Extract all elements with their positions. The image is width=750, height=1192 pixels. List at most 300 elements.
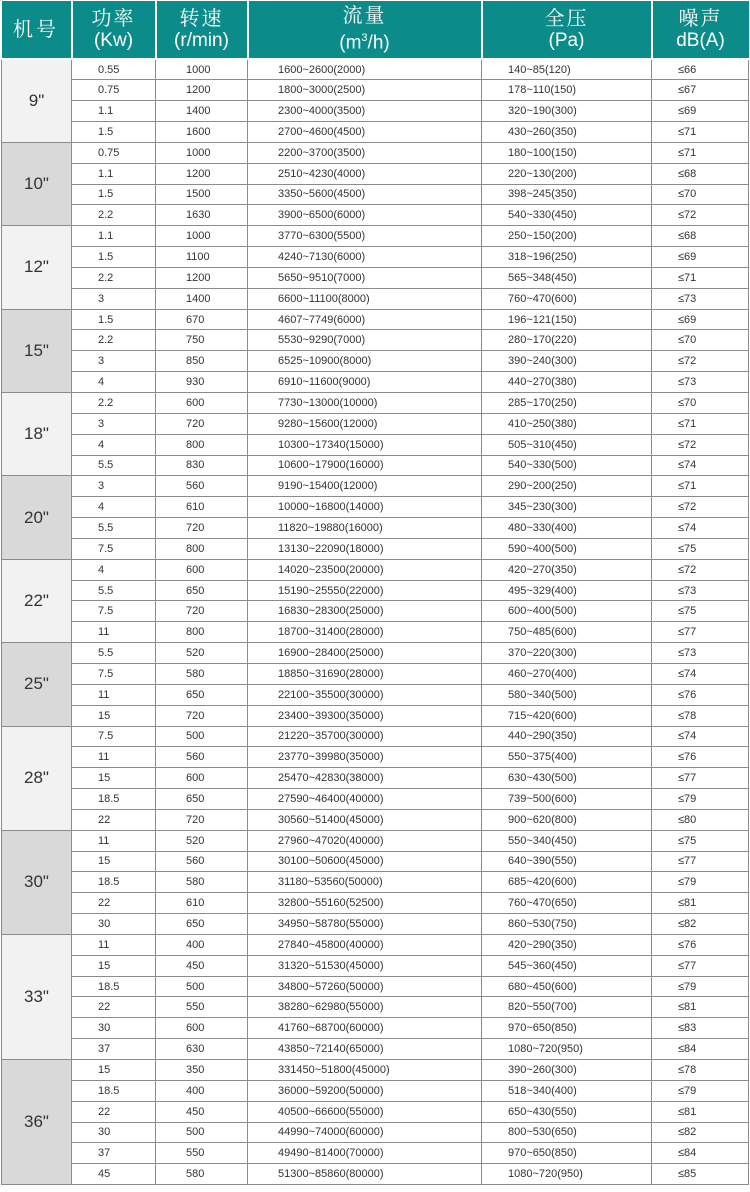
noise-cell: ≤73 <box>652 372 749 393</box>
pressure-cell: 440~290(350) <box>482 726 652 747</box>
rpm-cell: 550 <box>156 997 248 1018</box>
rpm-cell: 720 <box>156 601 248 622</box>
rpm-cell: 800 <box>156 434 248 455</box>
table-row <box>2 851 749 872</box>
rpm-cell: 580 <box>156 1164 248 1185</box>
power-cell: 7.5 <box>72 726 156 747</box>
pressure-cell: 630~430(500) <box>482 768 652 789</box>
flow-cell: 34950~58780(55000) <box>248 914 482 935</box>
table-row <box>2 976 749 997</box>
pressure-cell: 650~430(550) <box>482 1101 652 1122</box>
noise-cell: ≤69 <box>652 101 749 122</box>
flow-cell: 41760~68700(60000) <box>248 1018 482 1039</box>
rpm-cell: 500 <box>156 1122 248 1143</box>
noise-cell: ≤74 <box>652 726 749 747</box>
rpm-cell: 930 <box>156 372 248 393</box>
table-row <box>2 288 749 309</box>
header-flow-unit-sup: 3 <box>361 31 368 44</box>
noise-cell: ≤74 <box>652 663 749 684</box>
power-cell: 45 <box>72 1164 156 1185</box>
pressure-cell: 495~329(400) <box>482 580 652 601</box>
rpm-cell: 1100 <box>156 247 248 268</box>
table-row <box>2 1101 749 1122</box>
power-cell: 30 <box>72 1018 156 1039</box>
pressure-cell: 518~340(400) <box>482 1080 652 1101</box>
rpm-cell: 1500 <box>156 184 248 205</box>
power-cell: 22 <box>72 1101 156 1122</box>
flow-cell: 331450~51800(45000) <box>248 1060 482 1081</box>
flow-cell: 3770~6300(5500) <box>248 226 482 247</box>
table-row <box>2 934 749 955</box>
table-row <box>2 559 749 580</box>
power-cell: 2.2 <box>72 330 156 351</box>
flow-cell: 3900~6500(6000) <box>248 205 482 226</box>
rpm-cell: 750 <box>156 330 248 351</box>
table-row <box>2 309 749 330</box>
header-power <box>72 1 156 59</box>
flow-cell: 14020~23500(20000) <box>248 559 482 580</box>
rpm-cell: 720 <box>156 413 248 434</box>
flow-cell: 31320~51530(45000) <box>248 955 482 976</box>
pressure-cell: 440~270(380) <box>482 372 652 393</box>
power-cell: 18.5 <box>72 976 156 997</box>
rpm-cell: 1000 <box>156 142 248 163</box>
noise-cell: ≤78 <box>652 705 749 726</box>
pressure-cell: 430~260(350) <box>482 122 652 143</box>
model-cell: 22" <box>2 559 72 642</box>
table-row <box>2 726 749 747</box>
power-cell: 1.5 <box>72 247 156 268</box>
rpm-cell: 610 <box>156 893 248 914</box>
flow-cell: 9280~15600(12000) <box>248 413 482 434</box>
table-row <box>2 643 749 664</box>
flow-cell: 44990~74000(60000) <box>248 1122 482 1143</box>
rpm-cell: 1400 <box>156 101 248 122</box>
power-cell: 0.75 <box>72 142 156 163</box>
table-row <box>2 80 749 101</box>
power-cell: 18.5 <box>72 1080 156 1101</box>
flow-cell: 10000~16800(14000) <box>248 497 482 518</box>
power-cell: 15 <box>72 955 156 976</box>
table-row <box>2 955 749 976</box>
rpm-cell: 800 <box>156 622 248 643</box>
table-row <box>2 226 749 247</box>
table-row <box>2 580 749 601</box>
rpm-cell: 630 <box>156 1039 248 1060</box>
flow-cell: 6525~10900(8000) <box>248 351 482 372</box>
noise-cell: ≤70 <box>652 393 749 414</box>
rpm-cell: 520 <box>156 643 248 664</box>
rpm-cell: 1400 <box>156 288 248 309</box>
noise-cell: ≤79 <box>652 872 749 893</box>
noise-cell: ≤79 <box>652 789 749 810</box>
table-row <box>2 1060 749 1081</box>
rpm-cell: 600 <box>156 768 248 789</box>
rpm-cell: 600 <box>156 393 248 414</box>
pressure-cell: 760~470(600) <box>482 288 652 309</box>
table-row <box>2 122 749 143</box>
flow-cell: 7730~13000(10000) <box>248 393 482 414</box>
noise-cell: ≤77 <box>652 768 749 789</box>
power-cell: 15 <box>72 768 156 789</box>
rpm-cell: 1600 <box>156 122 248 143</box>
table-header <box>2 1 749 59</box>
table-row <box>2 684 749 705</box>
rpm-cell: 650 <box>156 914 248 935</box>
header-noise <box>652 1 749 59</box>
pressure-cell: 290~200(250) <box>482 476 652 497</box>
power-cell: 2.2 <box>72 393 156 414</box>
power-cell: 15 <box>72 851 156 872</box>
power-cell: 3 <box>72 351 156 372</box>
noise-cell: ≤72 <box>652 351 749 372</box>
power-cell: 4 <box>72 559 156 580</box>
power-cell: 18.5 <box>72 789 156 810</box>
pressure-cell: 680~450(600) <box>482 976 652 997</box>
noise-cell: ≤66 <box>652 59 749 80</box>
noise-cell: ≤78 <box>652 1060 749 1081</box>
rpm-cell: 350 <box>156 1060 248 1081</box>
power-cell: 4 <box>72 434 156 455</box>
pressure-cell: 600~400(500) <box>482 601 652 622</box>
power-cell: 5.5 <box>72 580 156 601</box>
flow-cell: 16830~28300(25000) <box>248 601 482 622</box>
flow-cell: 23770~39980(35000) <box>248 747 482 768</box>
power-cell: 1.1 <box>72 226 156 247</box>
pressure-cell: 398~245(350) <box>482 184 652 205</box>
rpm-cell: 560 <box>156 851 248 872</box>
noise-cell: ≤73 <box>652 288 749 309</box>
flow-cell: 6600~11100(8000) <box>248 288 482 309</box>
noise-cell: ≤71 <box>652 122 749 143</box>
rpm-cell: 580 <box>156 663 248 684</box>
noise-cell: ≤68 <box>652 226 749 247</box>
noise-cell: ≤72 <box>652 205 749 226</box>
table-row <box>2 789 749 810</box>
header-rpm-unit: (r/min) <box>174 29 229 51</box>
table-row <box>2 267 749 288</box>
flow-cell: 6910~11600(9000) <box>248 372 482 393</box>
rpm-cell: 400 <box>156 1080 248 1101</box>
table-row <box>2 1164 749 1185</box>
pressure-cell: 250~150(200) <box>482 226 652 247</box>
pressure-cell: 540~330(500) <box>482 455 652 476</box>
table-row <box>2 497 749 518</box>
pressure-cell: 480~330(400) <box>482 518 652 539</box>
flow-cell: 51300~85860(80000) <box>248 1164 482 1185</box>
power-cell: 22 <box>72 893 156 914</box>
table-row <box>2 351 749 372</box>
pressure-cell: 220~130(200) <box>482 163 652 184</box>
power-cell: 1.5 <box>72 309 156 330</box>
table-row <box>2 538 749 559</box>
pressure-cell: 900~620(800) <box>482 809 652 830</box>
table-row <box>2 101 749 122</box>
power-cell: 37 <box>72 1143 156 1164</box>
flow-cell: 27960~47020(40000) <box>248 830 482 851</box>
power-cell: 3 <box>72 288 156 309</box>
noise-cell: ≤74 <box>652 455 749 476</box>
pressure-cell: 760~470(650) <box>482 893 652 914</box>
flow-cell: 2200~3700(3500) <box>248 142 482 163</box>
noise-cell: ≤80 <box>652 809 749 830</box>
table-body <box>2 59 749 1185</box>
power-cell: 5.5 <box>72 518 156 539</box>
noise-cell: ≤67 <box>652 80 749 101</box>
power-cell: 1.1 <box>72 101 156 122</box>
pressure-cell: 320~190(300) <box>482 101 652 122</box>
noise-cell: ≤81 <box>652 1101 749 1122</box>
flow-cell: 40500~66600(55000) <box>248 1101 482 1122</box>
flow-cell: 2300~4000(3500) <box>248 101 482 122</box>
flow-cell: 23400~39300(35000) <box>248 705 482 726</box>
rpm-cell: 500 <box>156 976 248 997</box>
rpm-cell: 560 <box>156 476 248 497</box>
power-cell: 15 <box>72 705 156 726</box>
table-row <box>2 59 749 80</box>
power-cell: 2.2 <box>72 267 156 288</box>
pressure-cell: 420~270(350) <box>482 559 652 580</box>
rpm-cell: 1000 <box>156 59 248 80</box>
power-cell: 30 <box>72 914 156 935</box>
pressure-cell: 820~550(700) <box>482 997 652 1018</box>
pressure-cell: 318~196(250) <box>482 247 652 268</box>
model-cell: 12" <box>2 226 72 309</box>
noise-cell: ≤76 <box>652 684 749 705</box>
header-power-unit: (Kw) <box>93 29 134 51</box>
power-cell: 1.5 <box>72 184 156 205</box>
pressure-cell: 550~375(400) <box>482 747 652 768</box>
header-model: 机号 <box>2 1 72 59</box>
header-flow-unit-pre: (m <box>339 32 362 54</box>
model-cell: 33" <box>2 934 72 1059</box>
table-row <box>2 413 749 434</box>
pressure-cell: 640~390(550) <box>482 851 652 872</box>
flow-cell: 13130~22090(18000) <box>248 538 482 559</box>
header-flow <box>248 1 482 59</box>
pressure-cell: 970~650(850) <box>482 1143 652 1164</box>
table-row <box>2 1039 749 1060</box>
power-cell: 11 <box>72 934 156 955</box>
rpm-cell: 1200 <box>156 267 248 288</box>
flow-cell: 2510~4230(4000) <box>248 163 482 184</box>
rpm-cell: 450 <box>156 1101 248 1122</box>
rpm-cell: 720 <box>156 705 248 726</box>
power-cell: 30 <box>72 1122 156 1143</box>
power-cell: 22 <box>72 809 156 830</box>
power-cell: 5.5 <box>72 643 156 664</box>
flow-cell: 4240~7130(6000) <box>248 247 482 268</box>
flow-cell: 30560~51400(45000) <box>248 809 482 830</box>
pressure-cell: 1080~720(950) <box>482 1164 652 1185</box>
flow-cell: 25470~42830(38000) <box>248 768 482 789</box>
rpm-cell: 800 <box>156 538 248 559</box>
table-row <box>2 476 749 497</box>
model-cell: 30" <box>2 830 72 934</box>
table-row <box>2 163 749 184</box>
rpm-cell: 520 <box>156 830 248 851</box>
pressure-cell: 370~220(300) <box>482 643 652 664</box>
flow-cell: 34800~57260(50000) <box>248 976 482 997</box>
power-cell: 4 <box>72 372 156 393</box>
pressure-cell: 715~420(600) <box>482 705 652 726</box>
flow-cell: 15190~25550(22000) <box>248 580 482 601</box>
flow-cell: 18700~31400(28000) <box>248 622 482 643</box>
header-flow-unit <box>249 27 481 54</box>
pressure-cell: 285~170(250) <box>482 393 652 414</box>
rpm-cell: 610 <box>156 497 248 518</box>
rpm-cell: 500 <box>156 726 248 747</box>
header-power-label: 功率 <box>91 7 136 30</box>
pressure-cell: 180~100(150) <box>482 142 652 163</box>
pressure-cell: 590~400(500) <box>482 538 652 559</box>
header-pressure-label: 全压 <box>544 7 589 30</box>
power-cell: 11 <box>72 622 156 643</box>
flow-cell: 36000~59200(50000) <box>248 1080 482 1101</box>
power-cell: 3 <box>72 476 156 497</box>
pressure-cell: 1080~720(950) <box>482 1039 652 1060</box>
power-cell: 3 <box>72 413 156 434</box>
noise-cell: ≤77 <box>652 851 749 872</box>
flow-cell: 10600~17900(16000) <box>248 455 482 476</box>
noise-cell: ≤68 <box>652 163 749 184</box>
pressure-cell: 580~340(500) <box>482 684 652 705</box>
model-cell: 15" <box>2 309 72 392</box>
model-cell: 9" <box>2 59 72 142</box>
header-flow-unit-post: /h) <box>367 32 390 54</box>
pressure-cell: 540~330(450) <box>482 205 652 226</box>
noise-cell: ≤72 <box>652 559 749 580</box>
flow-cell: 30100~50600(45000) <box>248 851 482 872</box>
pressure-cell: 420~290(350) <box>482 934 652 955</box>
pressure-cell: 390~260(300) <box>482 1060 652 1081</box>
table-row <box>2 184 749 205</box>
table-row <box>2 1122 749 1143</box>
noise-cell: ≤72 <box>652 497 749 518</box>
pressure-cell: 505~310(450) <box>482 434 652 455</box>
pressure-cell: 178~110(150) <box>482 80 652 101</box>
power-cell: 7.5 <box>72 538 156 559</box>
power-cell: 5.5 <box>72 455 156 476</box>
table-row <box>2 705 749 726</box>
rpm-cell: 720 <box>156 809 248 830</box>
flow-cell: 10300~17340(15000) <box>248 434 482 455</box>
power-cell: 11 <box>72 830 156 851</box>
rpm-cell: 850 <box>156 351 248 372</box>
pressure-cell: 390~240(300) <box>482 351 652 372</box>
power-cell: 1.5 <box>72 122 156 143</box>
noise-cell: ≤82 <box>652 1122 749 1143</box>
noise-cell: ≤71 <box>652 142 749 163</box>
flow-cell: 27590~46400(40000) <box>248 789 482 810</box>
flow-cell: 49490~81400(70000) <box>248 1143 482 1164</box>
header-rpm-label: 转速 <box>179 7 224 30</box>
pressure-cell: 970~650(850) <box>482 1018 652 1039</box>
rpm-cell: 650 <box>156 684 248 705</box>
table-row <box>2 809 749 830</box>
rpm-cell: 1630 <box>156 205 248 226</box>
flow-cell: 5650~9510(7000) <box>248 267 482 288</box>
power-cell: 22 <box>72 997 156 1018</box>
table-row <box>2 622 749 643</box>
flow-cell: 21220~35700(30000) <box>248 726 482 747</box>
header-pressure <box>482 1 652 59</box>
noise-cell: ≤85 <box>652 1164 749 1185</box>
noise-cell: ≤79 <box>652 1080 749 1101</box>
flow-cell: 32800~55160(52500) <box>248 893 482 914</box>
pressure-cell: 800~530(650) <box>482 1122 652 1143</box>
header-noise-label: 噪声 <box>678 7 723 30</box>
table-row <box>2 393 749 414</box>
pressure-cell: 545~360(450) <box>482 955 652 976</box>
flow-cell: 3350~5600(4500) <box>248 184 482 205</box>
rpm-cell: 720 <box>156 518 248 539</box>
noise-cell: ≤77 <box>652 622 749 643</box>
table-row <box>2 247 749 268</box>
noise-cell: ≤76 <box>652 934 749 955</box>
pressure-cell: 750~485(600) <box>482 622 652 643</box>
table-row <box>2 1143 749 1164</box>
flow-cell: 31180~53560(50000) <box>248 872 482 893</box>
rpm-cell: 1200 <box>156 163 248 184</box>
pressure-cell: 196~121(150) <box>482 309 652 330</box>
power-cell: 4 <box>72 497 156 518</box>
noise-cell: ≤75 <box>652 601 749 622</box>
noise-cell: ≤75 <box>652 830 749 851</box>
rpm-cell: 1200 <box>156 80 248 101</box>
pressure-cell: 565~348(450) <box>482 267 652 288</box>
power-cell: 11 <box>72 684 156 705</box>
flow-cell: 27840~45800(40000) <box>248 934 482 955</box>
model-cell: 18" <box>2 393 72 476</box>
noise-cell: ≤71 <box>652 267 749 288</box>
table-row <box>2 205 749 226</box>
rpm-cell: 600 <box>156 1018 248 1039</box>
rpm-cell: 450 <box>156 955 248 976</box>
rpm-cell: 1000 <box>156 226 248 247</box>
flow-cell: 5530~9290(7000) <box>248 330 482 351</box>
pressure-cell: 860~530(750) <box>482 914 652 935</box>
table-row <box>2 663 749 684</box>
rpm-cell: 400 <box>156 934 248 955</box>
power-cell: 0.55 <box>72 59 156 80</box>
noise-cell: ≤75 <box>652 538 749 559</box>
header-flow-label: 流量 <box>342 4 387 27</box>
noise-cell: ≤77 <box>652 955 749 976</box>
pressure-cell: 410~250(380) <box>482 413 652 434</box>
flow-cell: 43850~72140(65000) <box>248 1039 482 1060</box>
header-rpm <box>156 1 248 59</box>
noise-cell: ≤84 <box>652 1143 749 1164</box>
model-cell: 36" <box>2 1060 72 1185</box>
power-cell: 2.2 <box>72 205 156 226</box>
noise-cell: ≤83 <box>652 1018 749 1039</box>
power-cell: 0.75 <box>72 80 156 101</box>
flow-cell: 22100~35500(30000) <box>248 684 482 705</box>
header-noise-unit: dB(A) <box>676 29 725 51</box>
rpm-cell: 670 <box>156 309 248 330</box>
table-row <box>2 601 749 622</box>
noise-cell: ≤73 <box>652 643 749 664</box>
noise-cell: ≤73 <box>652 580 749 601</box>
flow-cell: 1600~2600(2000) <box>248 59 482 80</box>
noise-cell: ≤70 <box>652 330 749 351</box>
noise-cell: ≤71 <box>652 476 749 497</box>
table-row <box>2 872 749 893</box>
table-row <box>2 768 749 789</box>
noise-cell: ≤70 <box>652 184 749 205</box>
table-row <box>2 434 749 455</box>
